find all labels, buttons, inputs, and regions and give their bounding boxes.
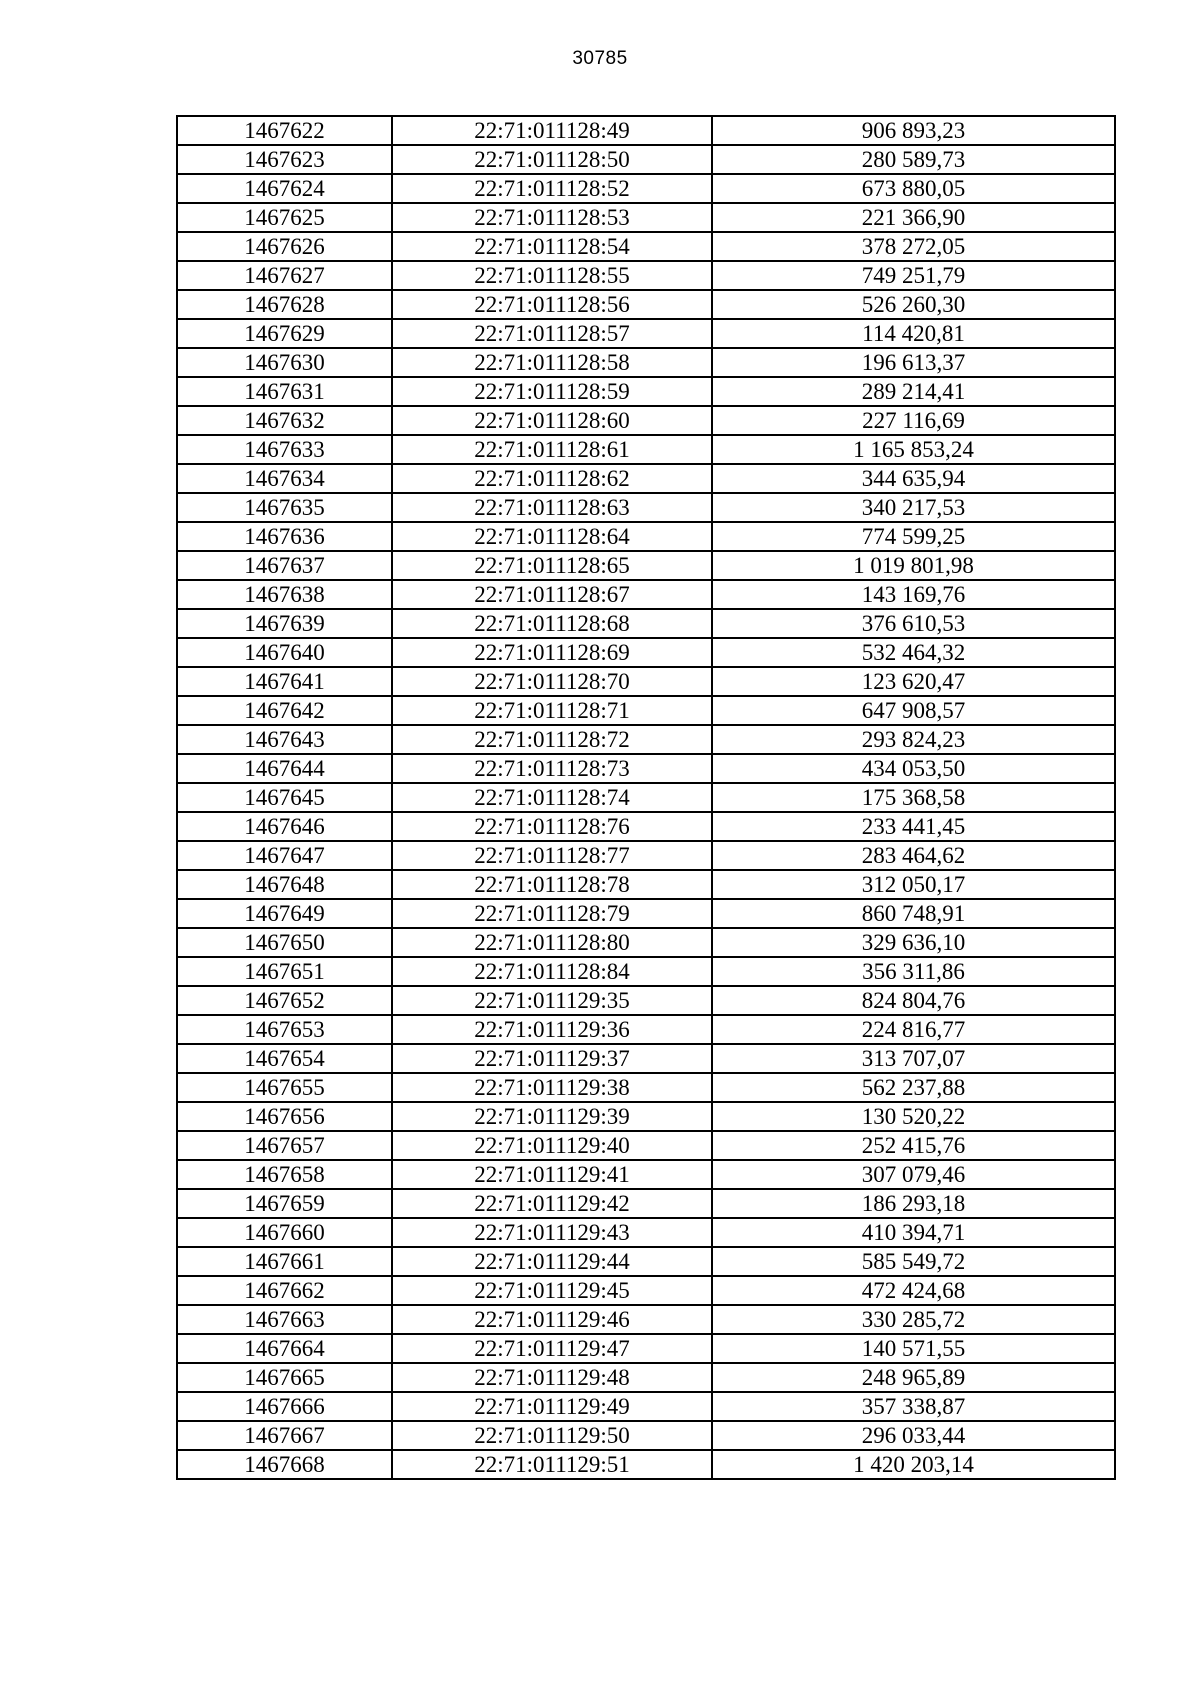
row-id-cell: 1467637 [177, 551, 392, 580]
value-cell: 143 169,76 [712, 580, 1115, 609]
value-cell: 340 217,53 [712, 493, 1115, 522]
cadastral-number-cell: 22:71:011129:35 [392, 986, 712, 1015]
cadastral-number-cell: 22:71:011128:58 [392, 348, 712, 377]
table-row [177, 319, 1115, 348]
table-row [177, 1392, 1115, 1421]
row-id-cell: 1467632 [177, 406, 392, 435]
row-id-cell: 1467667 [177, 1421, 392, 1450]
table-row [177, 1073, 1115, 1102]
value-cell: 344 635,94 [712, 464, 1115, 493]
row-id-cell: 1467653 [177, 1015, 392, 1044]
cadastral-number-cell: 22:71:011129:37 [392, 1044, 712, 1073]
row-id-cell: 1467665 [177, 1363, 392, 1392]
table-row [177, 899, 1115, 928]
row-id-cell: 1467646 [177, 812, 392, 841]
value-cell: 196 613,37 [712, 348, 1115, 377]
row-id-cell: 1467636 [177, 522, 392, 551]
table-row [177, 145, 1115, 174]
table-row [177, 638, 1115, 667]
cadastral-number-cell: 22:71:011128:67 [392, 580, 712, 609]
row-id-cell: 1467655 [177, 1073, 392, 1102]
value-cell: 357 338,87 [712, 1392, 1115, 1421]
value-cell: 673 880,05 [712, 174, 1115, 203]
table-row [177, 1102, 1115, 1131]
cadastral-number-cell: 22:71:011128:59 [392, 377, 712, 406]
value-cell: 562 237,88 [712, 1073, 1115, 1102]
table-row [177, 870, 1115, 899]
cadastral-number-cell: 22:71:011128:73 [392, 754, 712, 783]
value-cell: 140 571,55 [712, 1334, 1115, 1363]
row-id-cell: 1467642 [177, 696, 392, 725]
cadastral-number-cell: 22:71:011128:54 [392, 232, 712, 261]
cadastral-number-cell: 22:71:011128:72 [392, 725, 712, 754]
cadastral-number-cell: 22:71:011129:43 [392, 1218, 712, 1247]
value-cell: 130 520,22 [712, 1102, 1115, 1131]
table-row [177, 812, 1115, 841]
data-table [176, 115, 1116, 1480]
value-cell: 312 050,17 [712, 870, 1115, 899]
table-row [177, 783, 1115, 812]
value-cell: 248 965,89 [712, 1363, 1115, 1392]
row-id-cell: 1467635 [177, 493, 392, 522]
cadastral-number-cell: 22:71:011128:49 [392, 116, 712, 145]
table-row [177, 725, 1115, 754]
value-cell: 532 464,32 [712, 638, 1115, 667]
table-row [177, 348, 1115, 377]
row-id-cell: 1467634 [177, 464, 392, 493]
table-row [177, 1247, 1115, 1276]
cadastral-number-cell: 22:71:011129:48 [392, 1363, 712, 1392]
cadastral-number-cell: 22:71:011129:38 [392, 1073, 712, 1102]
value-cell: 526 260,30 [712, 290, 1115, 319]
table-row [177, 203, 1115, 232]
row-id-cell: 1467644 [177, 754, 392, 783]
cadastral-number-cell: 22:71:011128:53 [392, 203, 712, 232]
value-cell: 906 893,23 [712, 116, 1115, 145]
row-id-cell: 1467668 [177, 1450, 392, 1479]
value-cell: 434 053,50 [712, 754, 1115, 783]
row-id-cell: 1467647 [177, 841, 392, 870]
cadastral-number-cell: 22:71:011128:74 [392, 783, 712, 812]
value-cell: 313 707,07 [712, 1044, 1115, 1073]
cadastral-number-cell: 22:71:011129:46 [392, 1305, 712, 1334]
value-cell: 330 285,72 [712, 1305, 1115, 1334]
table-row [177, 1363, 1115, 1392]
cadastral-number-cell: 22:71:011129:45 [392, 1276, 712, 1305]
table-row [177, 261, 1115, 290]
cadastral-number-cell: 22:71:011128:69 [392, 638, 712, 667]
table-row [177, 522, 1115, 551]
cadastral-number-cell: 22:71:011128:60 [392, 406, 712, 435]
cadastral-number-cell: 22:71:011129:51 [392, 1450, 712, 1479]
cadastral-number-cell: 22:71:011128:71 [392, 696, 712, 725]
table-row [177, 696, 1115, 725]
table-row [177, 986, 1115, 1015]
row-id-cell: 1467650 [177, 928, 392, 957]
row-id-cell: 1467661 [177, 1247, 392, 1276]
table-row [177, 493, 1115, 522]
cadastral-number-cell: 22:71:011128:55 [392, 261, 712, 290]
row-id-cell: 1467652 [177, 986, 392, 1015]
cadastral-number-cell: 22:71:011128:84 [392, 957, 712, 986]
value-cell: 280 589,73 [712, 145, 1115, 174]
cadastral-number-cell: 22:71:011128:70 [392, 667, 712, 696]
row-id-cell: 1467656 [177, 1102, 392, 1131]
cadastral-number-cell: 22:71:011128:61 [392, 435, 712, 464]
table-row [177, 551, 1115, 580]
page-number: 30785 [572, 48, 628, 69]
value-cell: 329 636,10 [712, 928, 1115, 957]
table-row [177, 174, 1115, 203]
table-row [177, 435, 1115, 464]
table-row [177, 841, 1115, 870]
row-id-cell: 1467623 [177, 145, 392, 174]
value-cell: 472 424,68 [712, 1276, 1115, 1305]
row-id-cell: 1467624 [177, 174, 392, 203]
table-row [177, 1334, 1115, 1363]
value-cell: 114 420,81 [712, 319, 1115, 348]
table-row [177, 232, 1115, 261]
row-id-cell: 1467666 [177, 1392, 392, 1421]
value-cell: 252 415,76 [712, 1131, 1115, 1160]
row-id-cell: 1467625 [177, 203, 392, 232]
table-row [177, 406, 1115, 435]
cadastral-number-cell: 22:71:011128:50 [392, 145, 712, 174]
value-cell: 585 549,72 [712, 1247, 1115, 1276]
row-id-cell: 1467654 [177, 1044, 392, 1073]
row-id-cell: 1467643 [177, 725, 392, 754]
cadastral-number-cell: 22:71:011129:39 [392, 1102, 712, 1131]
value-cell: 233 441,45 [712, 812, 1115, 841]
row-id-cell: 1467658 [177, 1160, 392, 1189]
value-cell: 175 368,58 [712, 783, 1115, 812]
row-id-cell: 1467638 [177, 580, 392, 609]
value-cell: 224 816,77 [712, 1015, 1115, 1044]
row-id-cell: 1467648 [177, 870, 392, 899]
value-cell: 1 165 853,24 [712, 435, 1115, 464]
cadastral-number-cell: 22:71:011128:63 [392, 493, 712, 522]
table-row [177, 377, 1115, 406]
value-cell: 824 804,76 [712, 986, 1115, 1015]
value-cell: 378 272,05 [712, 232, 1115, 261]
value-cell: 376 610,53 [712, 609, 1115, 638]
cadastral-number-cell: 22:71:011129:50 [392, 1421, 712, 1450]
cadastral-number-cell: 22:71:011129:49 [392, 1392, 712, 1421]
table-body [177, 116, 1115, 1479]
row-id-cell: 1467628 [177, 290, 392, 319]
row-id-cell: 1467631 [177, 377, 392, 406]
row-id-cell: 1467664 [177, 1334, 392, 1363]
cadastral-number-cell: 22:71:011128:57 [392, 319, 712, 348]
cadastral-number-cell: 22:71:011128:56 [392, 290, 712, 319]
cadastral-number-cell: 22:71:011129:47 [392, 1334, 712, 1363]
table-row [177, 1189, 1115, 1218]
cadastral-number-cell: 22:71:011129:36 [392, 1015, 712, 1044]
row-id-cell: 1467626 [177, 232, 392, 261]
row-id-cell: 1467622 [177, 116, 392, 145]
table-row [177, 290, 1115, 319]
table-row [177, 1131, 1115, 1160]
row-id-cell: 1467633 [177, 435, 392, 464]
value-cell: 1 420 203,14 [712, 1450, 1115, 1479]
cadastral-number-cell: 22:71:011129:44 [392, 1247, 712, 1276]
table-row [177, 1421, 1115, 1450]
table-row [177, 1276, 1115, 1305]
value-cell: 186 293,18 [712, 1189, 1115, 1218]
table-row [177, 1450, 1115, 1479]
cadastral-number-cell: 22:71:011128:68 [392, 609, 712, 638]
row-id-cell: 1467641 [177, 667, 392, 696]
value-cell: 647 908,57 [712, 696, 1115, 725]
row-id-cell: 1467662 [177, 1276, 392, 1305]
table-row [177, 1015, 1115, 1044]
table-row [177, 1044, 1115, 1073]
value-cell: 123 620,47 [712, 667, 1115, 696]
value-cell: 1 019 801,98 [712, 551, 1115, 580]
cadastral-number-cell: 22:71:011128:78 [392, 870, 712, 899]
cadastral-number-cell: 22:71:011129:42 [392, 1189, 712, 1218]
row-id-cell: 1467649 [177, 899, 392, 928]
cadastral-number-cell: 22:71:011128:64 [392, 522, 712, 551]
row-id-cell: 1467663 [177, 1305, 392, 1334]
table-row [177, 1218, 1115, 1247]
table-row [177, 116, 1115, 145]
row-id-cell: 1467659 [177, 1189, 392, 1218]
value-cell: 227 116,69 [712, 406, 1115, 435]
cadastral-number-cell: 22:71:011128:77 [392, 841, 712, 870]
table-row [177, 464, 1115, 493]
value-cell: 296 033,44 [712, 1421, 1115, 1450]
row-id-cell: 1467660 [177, 1218, 392, 1247]
table-row [177, 609, 1115, 638]
row-id-cell: 1467629 [177, 319, 392, 348]
value-cell: 356 311,86 [712, 957, 1115, 986]
row-id-cell: 1467639 [177, 609, 392, 638]
value-cell: 774 599,25 [712, 522, 1115, 551]
row-id-cell: 1467640 [177, 638, 392, 667]
table-row [177, 1305, 1115, 1334]
cadastral-number-cell: 22:71:011128:52 [392, 174, 712, 203]
row-id-cell: 1467630 [177, 348, 392, 377]
value-cell: 283 464,62 [712, 841, 1115, 870]
table-row [177, 928, 1115, 957]
cadastral-number-cell: 22:71:011128:80 [392, 928, 712, 957]
cadastral-number-cell: 22:71:011128:79 [392, 899, 712, 928]
row-id-cell: 1467657 [177, 1131, 392, 1160]
value-cell: 293 824,23 [712, 725, 1115, 754]
table-row [177, 580, 1115, 609]
cadastral-number-cell: 22:71:011128:76 [392, 812, 712, 841]
cadastral-number-cell: 22:71:011129:41 [392, 1160, 712, 1189]
cadastral-number-cell: 22:71:011129:40 [392, 1131, 712, 1160]
value-cell: 289 214,41 [712, 377, 1115, 406]
table-row [177, 754, 1115, 783]
value-cell: 221 366,90 [712, 203, 1115, 232]
row-id-cell: 1467651 [177, 957, 392, 986]
table-row [177, 957, 1115, 986]
row-id-cell: 1467645 [177, 783, 392, 812]
row-id-cell: 1467627 [177, 261, 392, 290]
cadastral-number-cell: 22:71:011128:62 [392, 464, 712, 493]
value-cell: 749 251,79 [712, 261, 1115, 290]
value-cell: 410 394,71 [712, 1218, 1115, 1247]
value-cell: 860 748,91 [712, 899, 1115, 928]
value-cell: 307 079,46 [712, 1160, 1115, 1189]
cadastral-number-cell: 22:71:011128:65 [392, 551, 712, 580]
table-row [177, 1160, 1115, 1189]
table-row [177, 667, 1115, 696]
